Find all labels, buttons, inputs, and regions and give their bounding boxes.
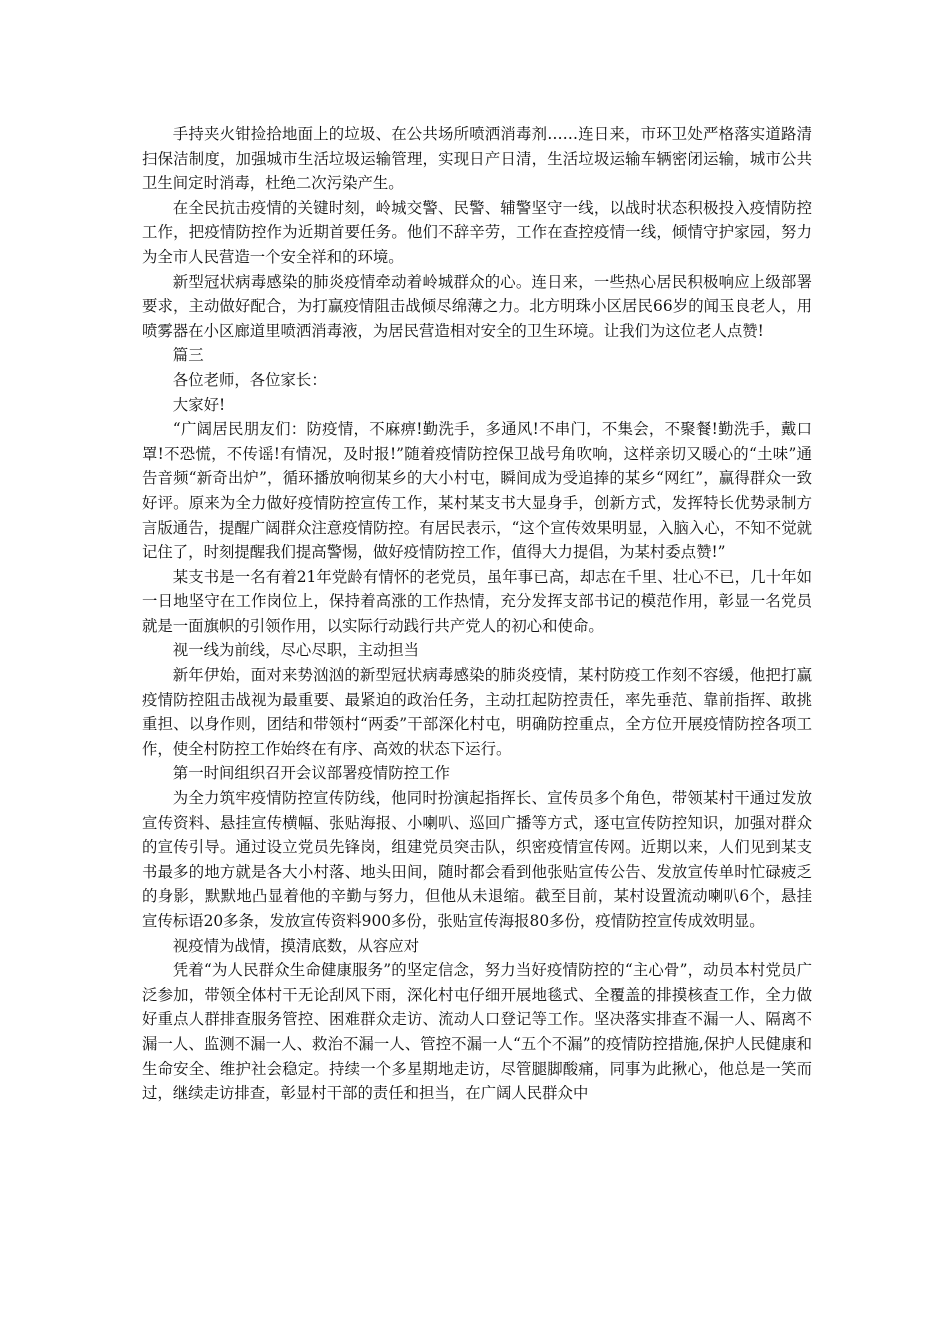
section-heading: 篇三 [172,346,204,365]
paragraph-sanitation: 手持夹火钳捡拾地面上的垃圾、在公共场所喷洒消毒剂……连日来，市环卫处严格落实道路清扫保洁制度，加强城市生活垃圾运输管理，实现日产日清，生活垃圾运输车辆密闭运输，城市公共卫生间定时消毒，杜绝二次污染产生。 [142,125,812,193]
subheading-battle: 视疫情为战情，摸清底数，从容应对 [172,936,420,955]
salutation: 各位老师，各位家长： [172,370,327,389]
paragraph-resident-volunteer: 新型冠状病毒感染的肺炎疫情牵动着岭城群众的心。连日来，一些热心居民积极响应上级部署要求，主动做好配合，为打赢疫情阻击战倾尽绵薄之力。北方明珠小区居民66岁的闻玉良老人，用喷雾器在小区廊道里喷洒消毒液，为居民营造相对安全的卫生环境。让我们为这位老人点赞! [142,272,812,340]
document-body [142,122,812,1106]
paragraph-publicity: 为全力筑牢疫情防控宣传防线，他同时扮演起指挥长、宣传员多个角色，带领某村干通过发放宣传资料、悬挂宣传横幅、张贴海报、小喇叭、巡回广播等方式，逐屯宣传防控知识，加强对群众的宣传引导。通过设立党员先锋岗，组建党员突击队，织密疫情宣传网。近期以来，人们见到某支书最多的地方就是各大小村落、地头田间，随时都会看到他张贴宣传公告、发放宣传单时忙碌疲乏的身影，默默地凸显着他的辛勤与努力，但他从未退缩。截至目前，某村设置流动喇叭6个，悬挂宣传标语20多条，发放宣传资料900多份，张贴宣传海报80多份，疫情防控宣传成效明显。 [142,789,812,930]
paragraph-new-year: 新年伊始，面对来势汹汹的新型冠状病毒感染的肺炎疫情，某村防疫工作刻不容缓，他把打赢疫情防控阻击战视为最重要、最紧迫的政治任务，主动扛起防控责任，率先垂范、靠前指挥、敢挑重担、以身作则，团结和带领村“两委”干部深化村屯，明确防控重点，全方位开展疫情防控各项工作，使全村防控工作始终在有序、高效的状态下运行。 [142,666,812,758]
subheading-meeting: 第一时间组织召开会议部署疫情防控工作 [172,764,450,783]
greeting: 大家好! [172,395,226,414]
paragraph-dialect-notice: “广阔居民朋友们：防疫情，不麻痹!勤洗手，多通风!不串门，不集会，不聚餐!勤洗手，戴口罩!不恐慌，不传谣!有情况，及时报!”随着疫情防控保卫战号角吹响，这样亲切又暖心的“土味”通告音频“新奇出炉”，循环播放响彻某乡的大小村屯，瞬间成为受追捧的某乡“网红”，赢得群众一致好评。原来为全力做好疫情防控宣传工作，某村某支书大显身手，创新方式，发挥特长优势录制方言版通告，提醒广阔群众注意疫情防控。有居民表示，“这个宣传效果明显，入脑入心，不知不觉就记住了，时刻提醒我们提高警惕，做好疫情防控工作，值得大力提倡，为某村委点赞!” [142,420,812,562]
paragraph-party-secretary: 某支书是一名有着21年党龄有情怀的老党员，虽年事已高，却志在千里、壮心不已，几十年如一日地坚守在工作岗位上，保持着高涨的工作热情，充分发挥支部书记的模范作用，彰显一名党员就是一面旗帜的引领作用，以实际行动践行共产党人的初心和使命。 [142,567,812,635]
paragraph-traffic-police: 在全民抗击疫情的关键时刻，岭城交警、民警、辅警坚守一线，以战时状态积极投入疫情防控工作，把疫情防控作为近期首要任务。他们不辞辛劳，工作在查控疫情一线，倾情守护家园，努力为全市人民营造一个安全祥和的环境。 [142,198,812,266]
paragraph-screening: 凭着“为人民群众生命健康服务”的坚定信念，努力当好疫情防控的“主心骨”，动员本村党员广泛参加，带领全体村干无论刮风下雨，深化村屯仔细开展地毯式、全覆盖的排摸核查工作，全力做好重点人群排查服务管控、困难群众走访、流动人口登记等工作。坚决落实排查不漏一人、隔离不漏一人、监测不漏一人、救治不漏一人、管控不漏一人“五个不漏”的疫情防控措施,保护人民健康和生命安全、维护社会稳定。持续一个多星期地走访，尽管腿脚酸痛，同事为此揪心，他总是一笑而过，继续走访排查，彰显村干部的责任和担当，在广阔人民群众中 [142,961,812,1103]
subheading-frontline: 视一线为前线，尽心尽职，主动担当 [172,641,420,660]
